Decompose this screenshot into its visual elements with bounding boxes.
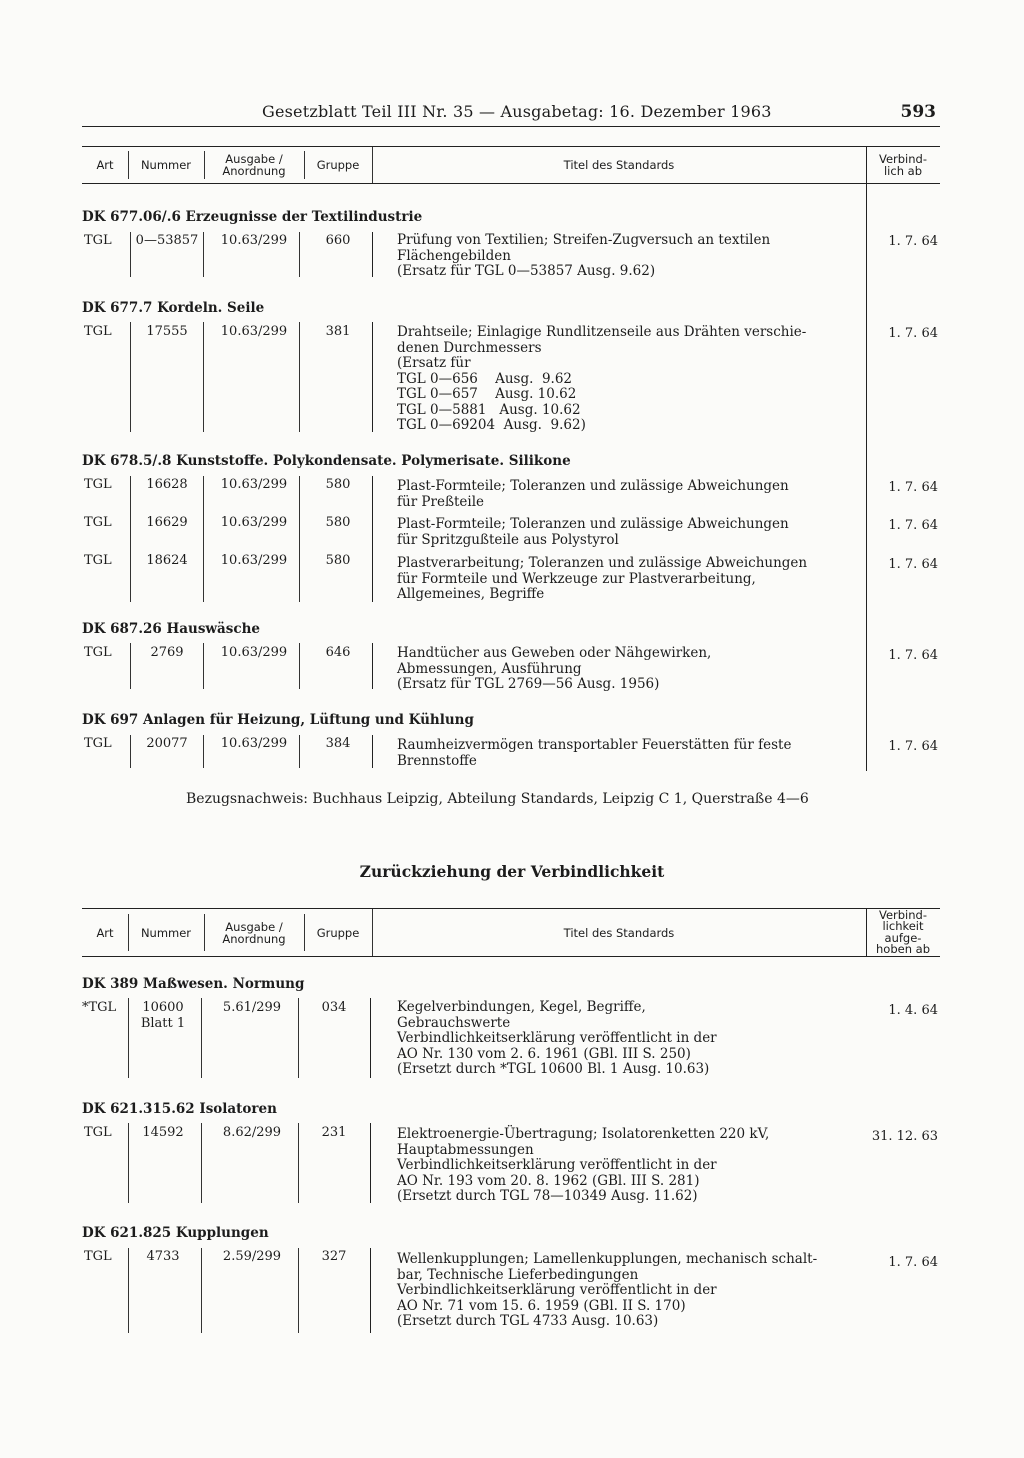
col-gruppe: Gruppe — [316, 925, 360, 940]
date-column-rule — [866, 182, 867, 771]
ordering-note: Bezugsnachweis: Buchhaus Leipzig, Abteilung Standards, Leipzig C 1, Querstraße 4—6 — [186, 791, 809, 807]
cell-nummer: 18624 — [146, 553, 188, 568]
cell-ausgabe: 5.61/299 — [222, 1000, 282, 1015]
cell-datum: 1. 4. 64 — [888, 1003, 938, 1018]
cell-art: TGL — [84, 477, 112, 492]
cell-gruppe: 231 — [321, 1125, 347, 1140]
section-heading: DK 687.26 Hauswäsche — [82, 621, 261, 637]
cell-art: *TGL — [82, 1000, 117, 1015]
cell-titel: Elektroenergie-Übertragung; Isolatorenketten 220 kV, Hauptabmessungen Verbindlichkeitserklärung veröffentlicht in der AO Nr. 193 vom 20. 8. 1962 (GBl. III S. 281) (Ersetzt durch TGL 78—10349 Ausg. 11.62) — [397, 1126, 770, 1204]
table-header — [82, 908, 940, 957]
col-gruppe: Gruppe — [316, 158, 360, 172]
cell-nummer: 20077 — [146, 736, 188, 751]
cell-gruppe: 660 — [325, 233, 351, 248]
cell-art: TGL — [84, 233, 112, 248]
cell-titel: Handtücher aus Geweben oder Nähgewirken, Abmessungen, Ausführung (Ersatz für TGL 2769—56 Ausg. 1956) — [397, 645, 712, 692]
cell-datum: 31. 12. 63 — [871, 1129, 938, 1144]
cell-ausgabe: 10.63/299 — [220, 233, 288, 248]
cell-art: TGL — [84, 324, 112, 339]
cell-gruppe: 580 — [325, 477, 351, 492]
cell-nummer: 16628 — [146, 477, 188, 492]
cell-ausgabe: 8.62/299 — [222, 1125, 282, 1140]
cell-titel: Plast-Formteile; Toleranzen und zulässige Abweichungen für Spritzgußteile aus Polystyrol — [397, 516, 789, 548]
section-heading: DK 389 Maßwesen. Normung — [82, 976, 305, 992]
cell-gruppe: 646 — [325, 645, 351, 660]
cell-ausgabe: 10.63/299 — [220, 645, 288, 660]
col-art: Art — [96, 925, 114, 940]
cell-datum: 1. 7. 64 — [888, 326, 938, 341]
cell-art: TGL — [84, 1249, 112, 1264]
page-number: 593 — [900, 102, 936, 122]
col-titel: Titel des Standards — [563, 158, 675, 172]
cell-datum: 1. 7. 64 — [888, 1255, 938, 1270]
cell-art: TGL — [84, 736, 112, 751]
section-heading: DK 677.7 Kordeln. Seile — [82, 300, 265, 316]
withdrawal-table — [82, 908, 940, 1338]
cell-datum: 1. 7. 64 — [888, 557, 938, 572]
standards-table — [82, 146, 940, 771]
header-title: Gesetzblatt Teil III Nr. 35 — Ausgabetag: 16. Dezember 1963 — [262, 102, 772, 121]
cell-titel: Wellenkupplungen; Lamellenkupplungen, mechanisch schalt- bar, Technische Lieferbedingungen Verbindlichkeitserklärung veröffentlicht in der AO Nr. 71 vom 15. 6. 1959 (GBl. II S. 170) (Ersetzt durch TGL 4733 Ausg. 10.63) — [397, 1251, 818, 1329]
cell-titel: Plast-Formteile; Toleranzen und zulässige Abweichungen für Preßteile — [397, 478, 789, 510]
cell-datum: 1. 7. 64 — [888, 648, 938, 663]
cell-gruppe: 327 — [321, 1249, 347, 1264]
cell-nummer: 14592 — [142, 1125, 184, 1140]
col-ausgabe: Ausgabe / Anordnung — [222, 152, 286, 178]
cell-nummer: 10600 Blatt 1 — [140, 1000, 186, 1031]
section-heading: DK 697 Anlagen für Heizung, Lüftung und Kühlung — [82, 712, 474, 728]
cell-datum: 1. 7. 64 — [888, 480, 938, 495]
cell-titel: Prüfung von Textilien; Streifen-Zugversuch an textilen Flächengebilden (Ersatz für TGL 0—53857 Ausg. 9.62) — [397, 232, 771, 279]
cell-gruppe: 034 — [321, 1000, 347, 1015]
section-title: Zurückziehung der Verbindlichkeit — [359, 862, 665, 881]
cell-titel: Kegelverbindungen, Kegel, Begriffe, Gebrauchswerte Verbindlichkeitserklärung veröffentlicht in der AO Nr. 130 vom 2. 6. 1961 (GBl. III S. 250) (Ersetzt durch *TGL 10600 Bl. 1 Ausg. 10.63) — [397, 999, 717, 1077]
cell-titel: Plastverarbeitung; Toleranzen und zulässige Abweichungen für Formteile und Werkzeuge zur Plastverarbeitung, Allgemeines, Begriffe — [397, 555, 808, 602]
col-ausgabe: Ausgabe / Anordnung — [222, 919, 286, 946]
cell-gruppe: 381 — [325, 324, 351, 339]
cell-art: TGL — [84, 515, 112, 530]
cell-art: TGL — [84, 1125, 112, 1140]
cell-ausgabe: 10.63/299 — [220, 515, 288, 530]
cell-gruppe: 580 — [325, 515, 351, 530]
table-header — [82, 146, 940, 184]
section-heading: DK 621.315.62 Isolatoren — [82, 1101, 277, 1117]
cell-ausgabe: 2.59/299 — [222, 1249, 282, 1264]
col-verbindlich: Verbind- lichkeit aufge- hoben ab — [876, 907, 930, 956]
cell-ausgabe: 10.63/299 — [220, 553, 288, 568]
col-nummer: Nummer — [140, 925, 192, 940]
page-header — [82, 100, 940, 127]
cell-ausgabe: 10.63/299 — [220, 477, 288, 492]
col-nummer: Nummer — [140, 158, 192, 172]
cell-datum: 1. 7. 64 — [888, 518, 938, 533]
cell-ausgabe: 10.63/299 — [220, 324, 288, 339]
cell-nummer: 0—53857 — [135, 233, 199, 248]
cell-datum: 1. 7. 64 — [888, 739, 938, 754]
col-art: Art — [96, 158, 114, 172]
col-titel: Titel des Standards — [563, 925, 675, 940]
section-heading: DK 677.06/.6 Erzeugnisse der Textilindustrie — [82, 209, 423, 225]
col-verbindlich: Verbind- lich ab — [878, 152, 927, 178]
cell-nummer: 16629 — [146, 515, 188, 530]
cell-titel: Drahtseile; Einlagige Rundlitzenseile aus Drähten verschie- denen Durchmessers (Ersatz für TGL 0—656 Ausg. 9.62 TGL 0—657 Ausg. 10.62 TGL 0—5881 Ausg. 10.62 TGL 0—69204 Ausg. 9.62) — [397, 324, 807, 433]
cell-art: TGL — [84, 553, 112, 568]
cell-nummer: 2769 — [150, 645, 184, 660]
cell-titel: Raumheizvermögen transportabler Feuerstätten für feste Brennstoffe — [397, 737, 792, 769]
cell-gruppe: 580 — [325, 553, 351, 568]
cell-art: TGL — [84, 645, 112, 660]
section-heading: DK 621.825 Kupplungen — [82, 1225, 269, 1241]
cell-nummer: 4733 — [146, 1249, 180, 1264]
cell-nummer: 17555 — [146, 324, 188, 339]
cell-gruppe: 384 — [325, 736, 351, 751]
cell-ausgabe: 10.63/299 — [220, 736, 288, 751]
cell-datum: 1. 7. 64 — [888, 234, 938, 249]
section-heading: DK 678.5/.8 Kunststoffe. Polykondensate. Polymerisate. Silikone — [82, 453, 571, 469]
